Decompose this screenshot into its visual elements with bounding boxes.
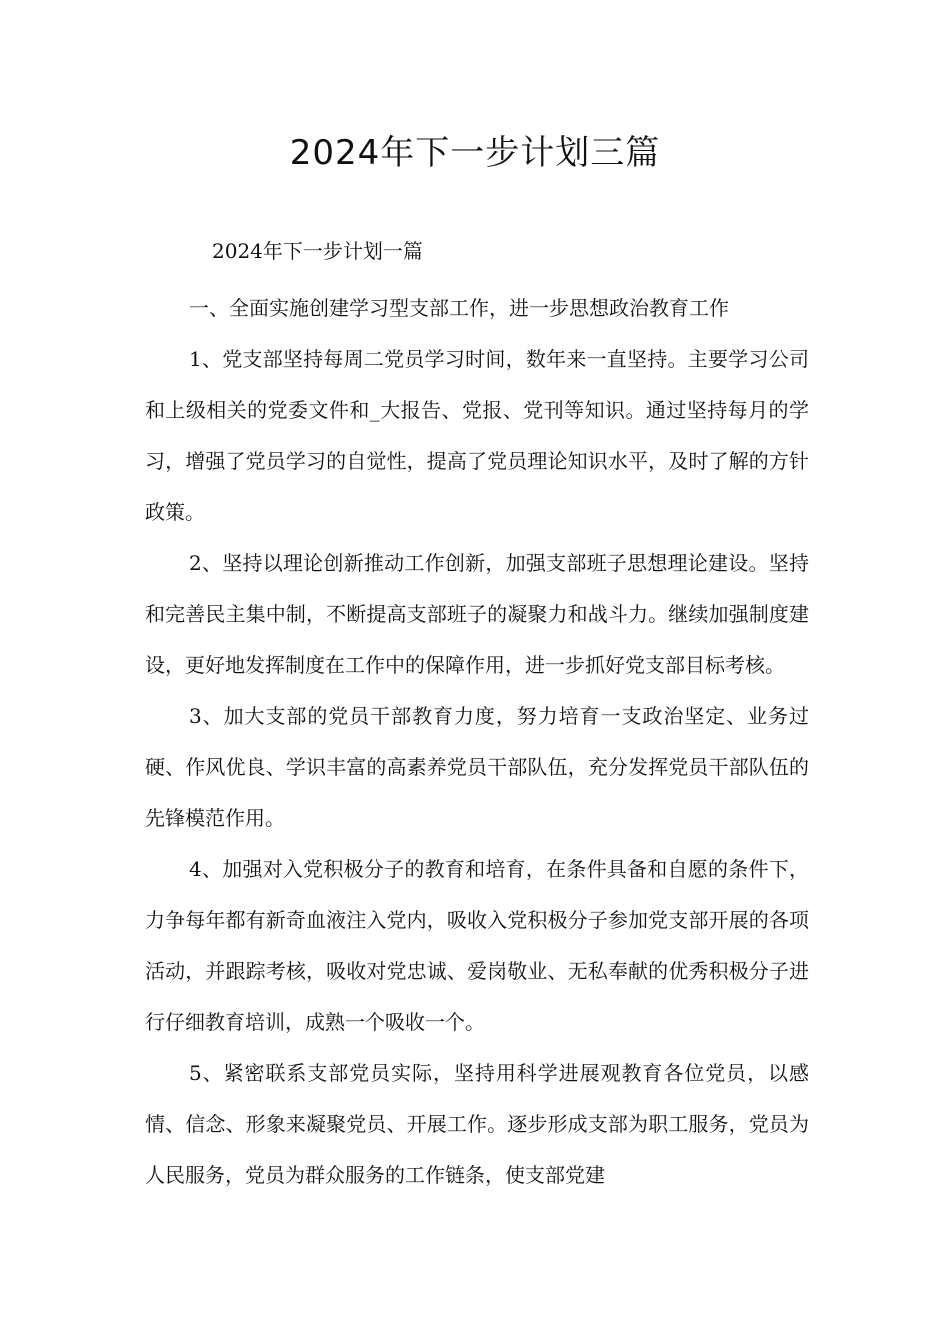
paragraph-item-1: 1、党支部坚持每周二党员学习时间，数年来一直坚持。主要学习公司和上级相关的党委文件和_大报告、党报、党刊等知识。通过坚持每月的学习，增强了党员学习的自觉性，提高了党员理论知识水平，及时了解的方针政策。 <box>145 347 809 524</box>
paragraph-item-3: 3、加大支部的党员干部教育力度，努力培育一支政治坚定、业务过硬、作风优良、学识丰富的高素养党员干部队伍，充分发挥党员干部队伍的先锋模范作用。 <box>145 704 809 830</box>
document-title: 2024年下一步计划三篇 <box>289 133 661 173</box>
paragraph-item-2: 2、坚持以理论创新推动工作创新，加强支部班子思想理论建设。坚持和完善民主集中制，不断提高支部班子的凝聚力和战斗力。继续加强制度建设，更好地发挥制度在工作中的保障作用，进一步抓好党支部目标考核。 <box>145 551 809 677</box>
document-body <box>145 283 809 1201</box>
section-heading: 一、全面实施创建学习型支部工作，进一步思想政治教育工作 <box>189 296 729 320</box>
document-subtitle: 2024年下一步计划一篇 <box>212 239 423 263</box>
paragraph-item-5: 5、紧密联系支部党员实际，坚持用科学进展观教育各位党员，以感情、信念、形象来凝聚党员、开展工作。逐步形成支部为职工服务，党员为人民服务，党员为群众服务的工作链条，使支部党建 <box>145 1061 809 1187</box>
paragraph-item-4: 4、加强对入党积极分子的教育和培育，在条件具备和自愿的条件下，力争每年都有新奇血液注入党内，吸收入党积极分子参加党支部开展的各项活动，并跟踪考核，吸收对党忠诚、爱岗敬业、无私奉献的优秀积极分子进行仔细教育培训，成熟一个吸收一个。 <box>145 857 809 1034</box>
